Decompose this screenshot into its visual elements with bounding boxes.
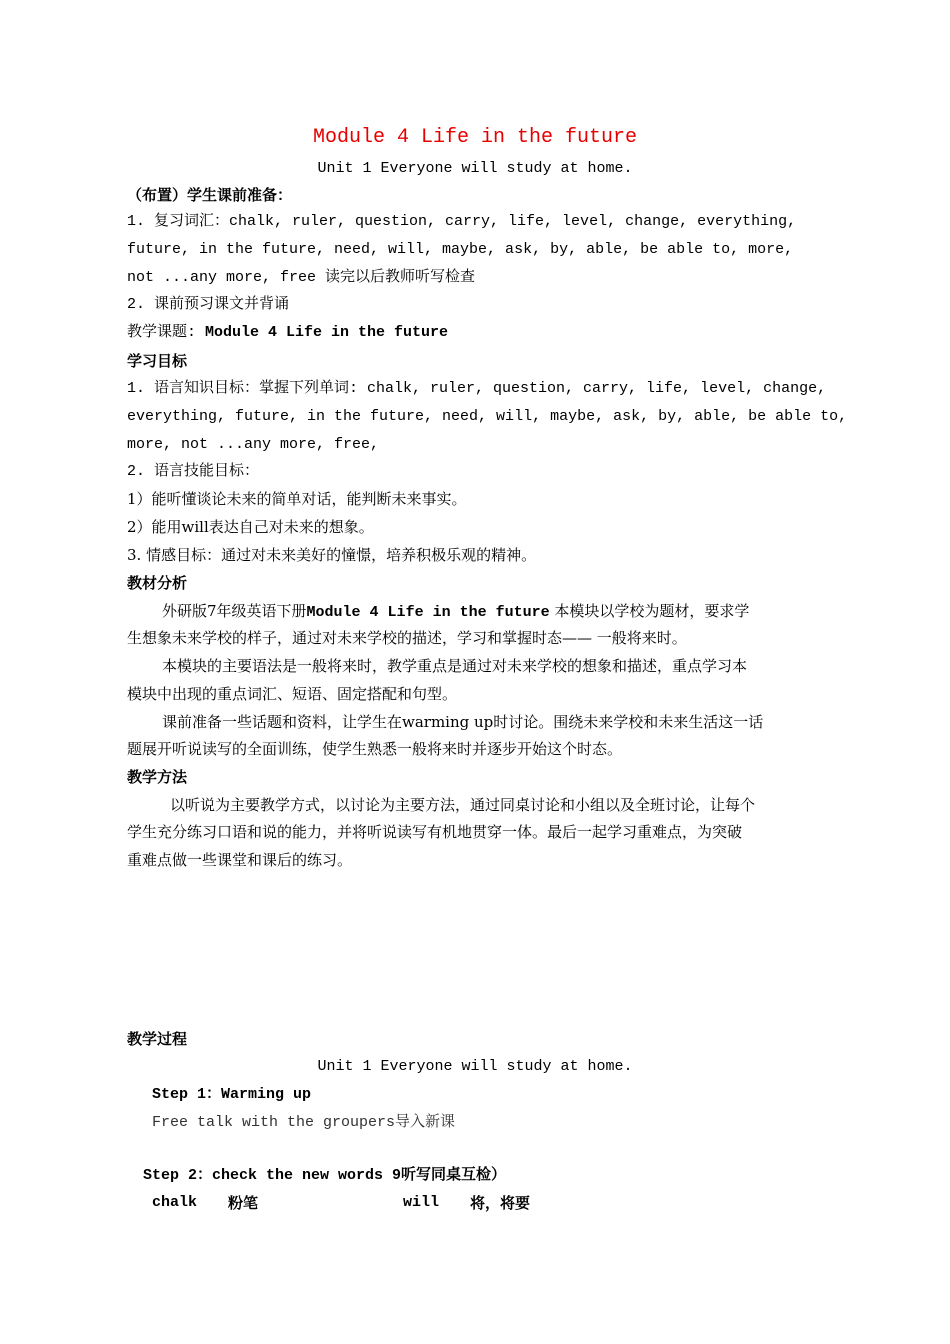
analysis-paragraph-2-line-1: 本模块的主要语法是一般将来时，教学重点是通过对未来学校的想象和描述，重点学习本 bbox=[162, 657, 748, 675]
vocab-meaning-2: 将，将要 bbox=[470, 1194, 531, 1212]
lesson-topic bbox=[127, 323, 448, 343]
document-subtitle: Unit 1 Everyone will study at home. bbox=[317, 160, 633, 177]
prep-heading: （布置）学生课前准备： bbox=[127, 186, 293, 204]
document-title: Module 4 Life in the future bbox=[312, 126, 638, 149]
prep-item-1-line-2: future, in the future, need, will, maybe, ask, by, able, be able to, more, bbox=[127, 241, 794, 258]
analysis-module-title: Module 4 Life in the future bbox=[306, 604, 550, 621]
step-1-text: Free talk with the groupers导入新课 bbox=[152, 1114, 456, 1131]
method-line-2: 学生充分练习口语和说的能力，并将听说读写有机地贯穿一体。最后一起学习重难点，为突破 bbox=[127, 823, 743, 841]
step-1-heading: Step 1：Warming up bbox=[152, 1086, 312, 1103]
analysis-paragraph-1-line-2: 生想象未来学校的样子，通过对未来学校的描述，学习和掌握时态—— 一般将来时。 bbox=[127, 629, 687, 647]
lesson-topic-title: Module 4 Life in the future bbox=[205, 324, 449, 341]
goal-1-line-1: 1. 语言知识目标：掌握下列单词: chalk, ruler, question, carry, life, level, change, bbox=[127, 380, 827, 397]
goal-1-line-2: everything, future, in the future, need, will, maybe, ask, by, able, be able to, bbox=[127, 408, 848, 425]
goals-heading: 学习目标 bbox=[127, 352, 188, 370]
goal-3: 3. 情感目标：通过对未来美好的憧憬，培养积极乐观的精神。 bbox=[127, 546, 537, 564]
process-heading: 教学过程 bbox=[127, 1030, 188, 1048]
prep-item-1-line-1: 1. 复习词汇：chalk, ruler, question, carry, life, level, change, everything, bbox=[127, 213, 797, 230]
vocab-meaning-1: 粉笔 bbox=[228, 1194, 259, 1212]
goal-1-line-3: more, not ...any more, free, bbox=[127, 436, 380, 453]
vocab-word-1: chalk bbox=[152, 1194, 198, 1211]
process-unit-title: Unit 1 Everyone will study at home. bbox=[317, 1058, 633, 1075]
analysis-text-suffix: 本模块以学校为题材，要求学 bbox=[549, 602, 750, 620]
vocab-word-2: will bbox=[403, 1194, 440, 1211]
method-line-3: 重难点做一些课堂和课后的练习。 bbox=[127, 851, 353, 869]
method-heading: 教学方法 bbox=[127, 768, 188, 786]
goal-2: 2. 语言技能目标： bbox=[127, 463, 260, 480]
step-2-heading: Step 2：check the new words 9听写同桌互检） bbox=[143, 1167, 507, 1184]
analysis-heading: 教材分析 bbox=[127, 574, 188, 592]
prep-item-2: 2. 课前预习课文并背诵 bbox=[127, 296, 290, 313]
analysis-paragraph-1-line-1 bbox=[162, 601, 749, 623]
prep-item-1-line-3: not ...any more, free 读完以后教师听写检查 bbox=[127, 269, 476, 286]
lesson-topic-label: 教学课题: bbox=[127, 324, 206, 341]
goal-2-item-1: 1）能听懂谈论未来的简单对话，能判断未来事实。 bbox=[127, 490, 467, 508]
analysis-text-prefix: 外研版7年级英语下册 bbox=[162, 602, 307, 620]
analysis-paragraph-3-line-2: 题展开听说读写的全面训练，使学生熟悉一般将来时并逐步开始这个时态。 bbox=[127, 740, 623, 758]
analysis-paragraph-2-line-2: 模块中出现的重点词汇、短语、固定搭配和句型。 bbox=[127, 685, 458, 703]
method-line-1: 以听说为主要教学方式，以讨论为主要方法，通过同桌讨论和小组以及全班讨论，让每个 bbox=[170, 796, 756, 814]
analysis-paragraph-3-line-1: 课前准备一些话题和资料，让学生在warming up时讨论。围绕未来学校和未来生活这一话 bbox=[162, 713, 764, 731]
goal-2-item-2: 2）能用will表达自己对未来的想象。 bbox=[127, 518, 374, 536]
